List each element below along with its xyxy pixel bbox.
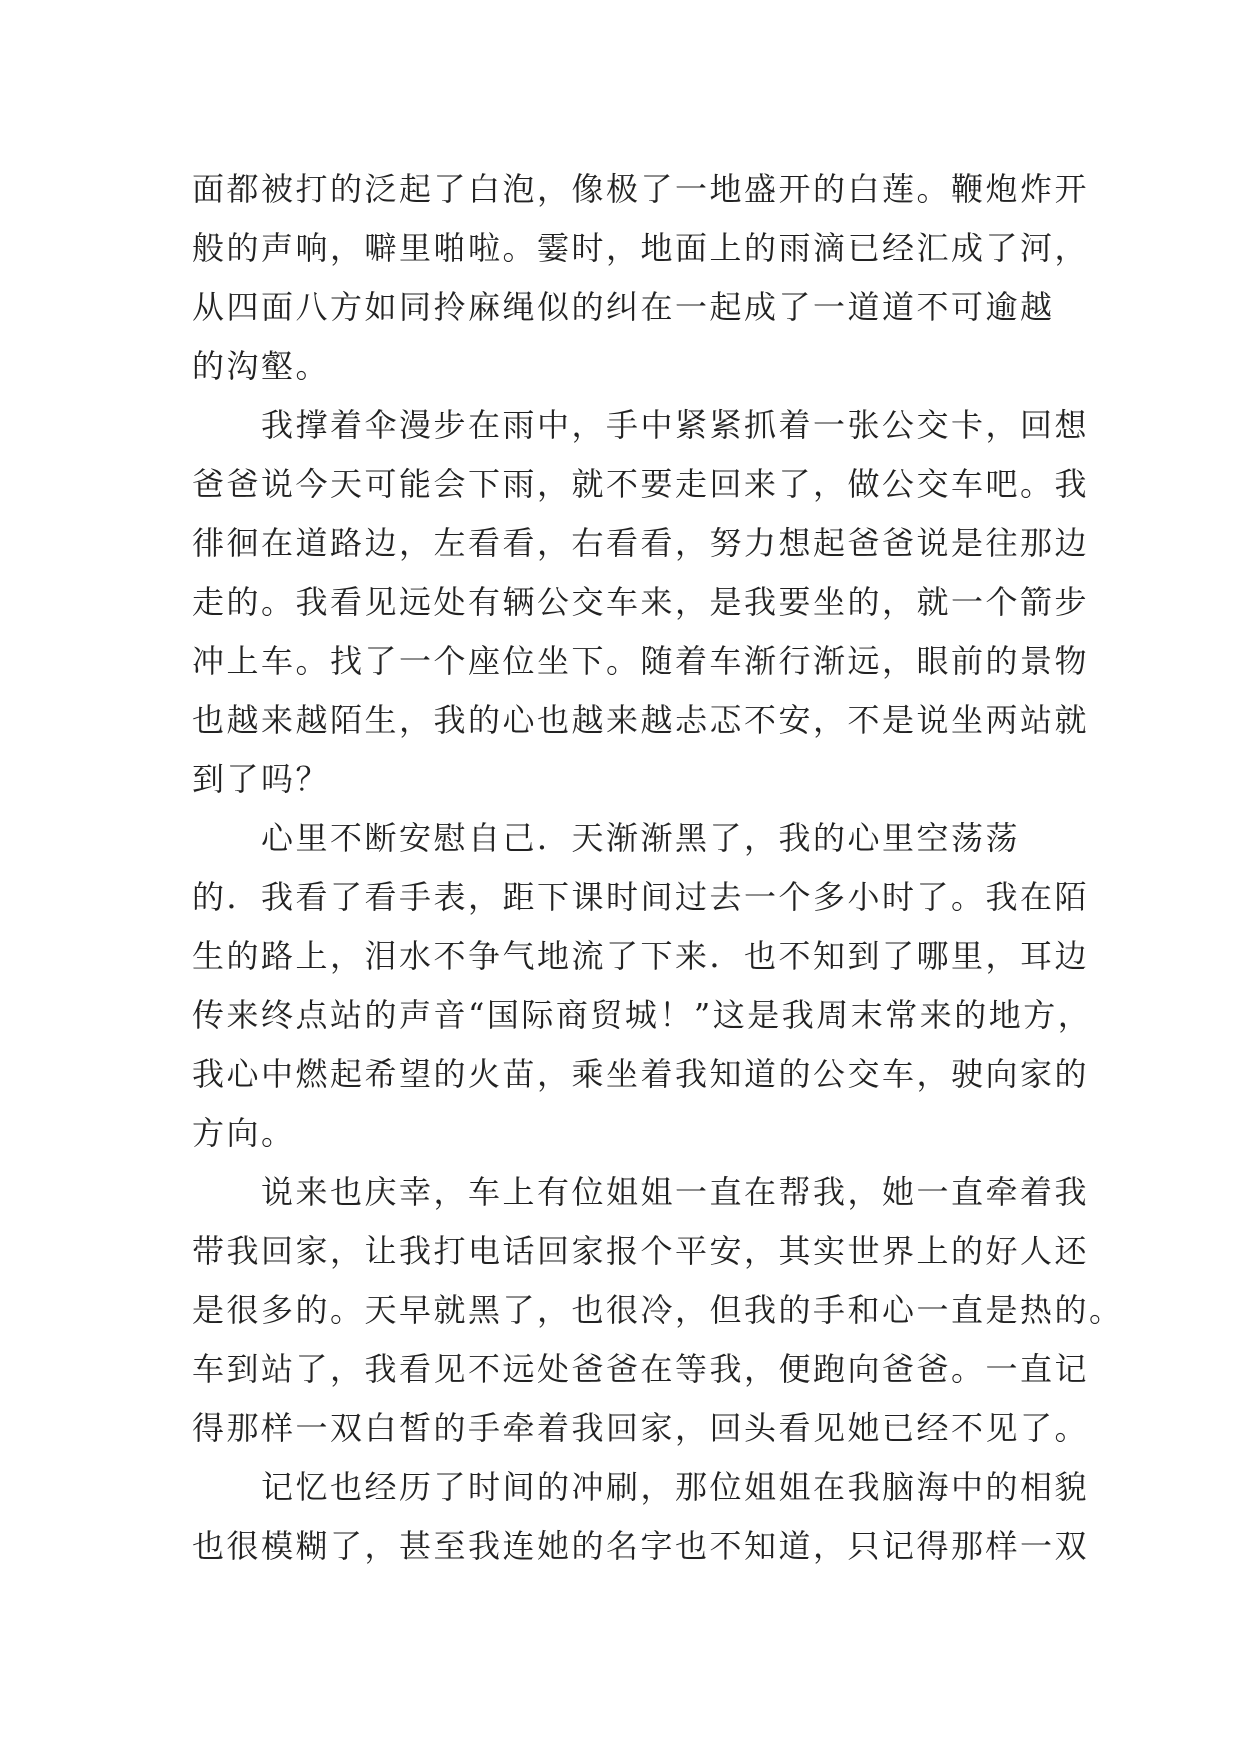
text-line: 从四面八方如同拎麻绳似的纠在一起成了一道道不可逾越 <box>192 288 1055 326</box>
paragraph-1 <box>192 160 1090 396</box>
paragraph-4 <box>192 1163 1124 1458</box>
text-line: 车到站了，我看见不远处爸爸在等我，便跑向爸爸。一直记 <box>192 1350 1090 1388</box>
text-line: 的沟壑。 <box>192 347 331 385</box>
document-body <box>192 160 1124 1576</box>
text-line: 说来也庆幸，车上有位姐姐一直在帮我，她一直牵着我 <box>192 1173 1090 1211</box>
text-line: 走的。我看见远处有辆公交车来，是我要坐的，就一个箭步 <box>192 583 1090 621</box>
text-line: 带我回家，让我打电话回家报个平安，其实世界上的好人还 <box>192 1232 1090 1270</box>
text-line: 心里不断安慰自己．天渐渐黑了，我的心里空荡荡 <box>192 819 1021 857</box>
text-line: 冲上车。找了一个座位坐下。随着车渐行渐远，眼前的景物 <box>192 642 1090 680</box>
paragraph-5 <box>192 1458 1090 1576</box>
text-line: 爸爸说今天可能会下雨，就不要走回来了，做公交车吧。我 <box>192 465 1090 503</box>
text-line: 徘徊在道路边，左看看，右看看，努力想起爸爸说是往那边 <box>192 524 1090 562</box>
paragraph-2 <box>192 396 1090 809</box>
text-line: 方向。 <box>192 1114 296 1152</box>
text-line: 我撑着伞漫步在雨中，手中紧紧抓着一张公交卡，回想 <box>192 406 1090 444</box>
text-line: 般的声响，噼里啪啦。霎时，地面上的雨滴已经汇成了河， <box>192 229 1090 267</box>
text-line: 也越来越陌生，我的心也越来越忐忑不安，不是说坐两站就 <box>192 701 1090 739</box>
text-line: 面都被打的泛起了白泡，像极了一地盛开的白莲。鞭炮炸开 <box>192 170 1090 208</box>
text-line: 也很模糊了，甚至我连她的名字也不知道，只记得那样一双 <box>192 1527 1090 1565</box>
text-line: 传来终点站的声音“国际商贸城！”这是我周末常来的地方， <box>192 996 1093 1034</box>
text-line: 得那样一双白皙的手牵着我回家，回头看见她已经不见了。 <box>192 1409 1090 1447</box>
text-line: 到了吗？ <box>192 760 331 798</box>
text-line: 我心中燃起希望的火苗，乘坐着我知道的公交车，驶向家的 <box>192 1055 1090 1093</box>
text-line: 生的路上，泪水不争气地流了下来．也不知到了哪里，耳边 <box>192 937 1090 975</box>
text-line: 是很多的。天早就黑了，也很冷，但我的手和心一直是热的。 <box>192 1291 1124 1329</box>
paragraph-3 <box>192 809 1093 1163</box>
text-line: 记忆也经历了时间的冲刷，那位姐姐在我脑海中的相貌 <box>192 1468 1090 1506</box>
text-line: 的．我看了看手表，距下课时间过去一个多小时了。我在陌 <box>192 878 1090 916</box>
